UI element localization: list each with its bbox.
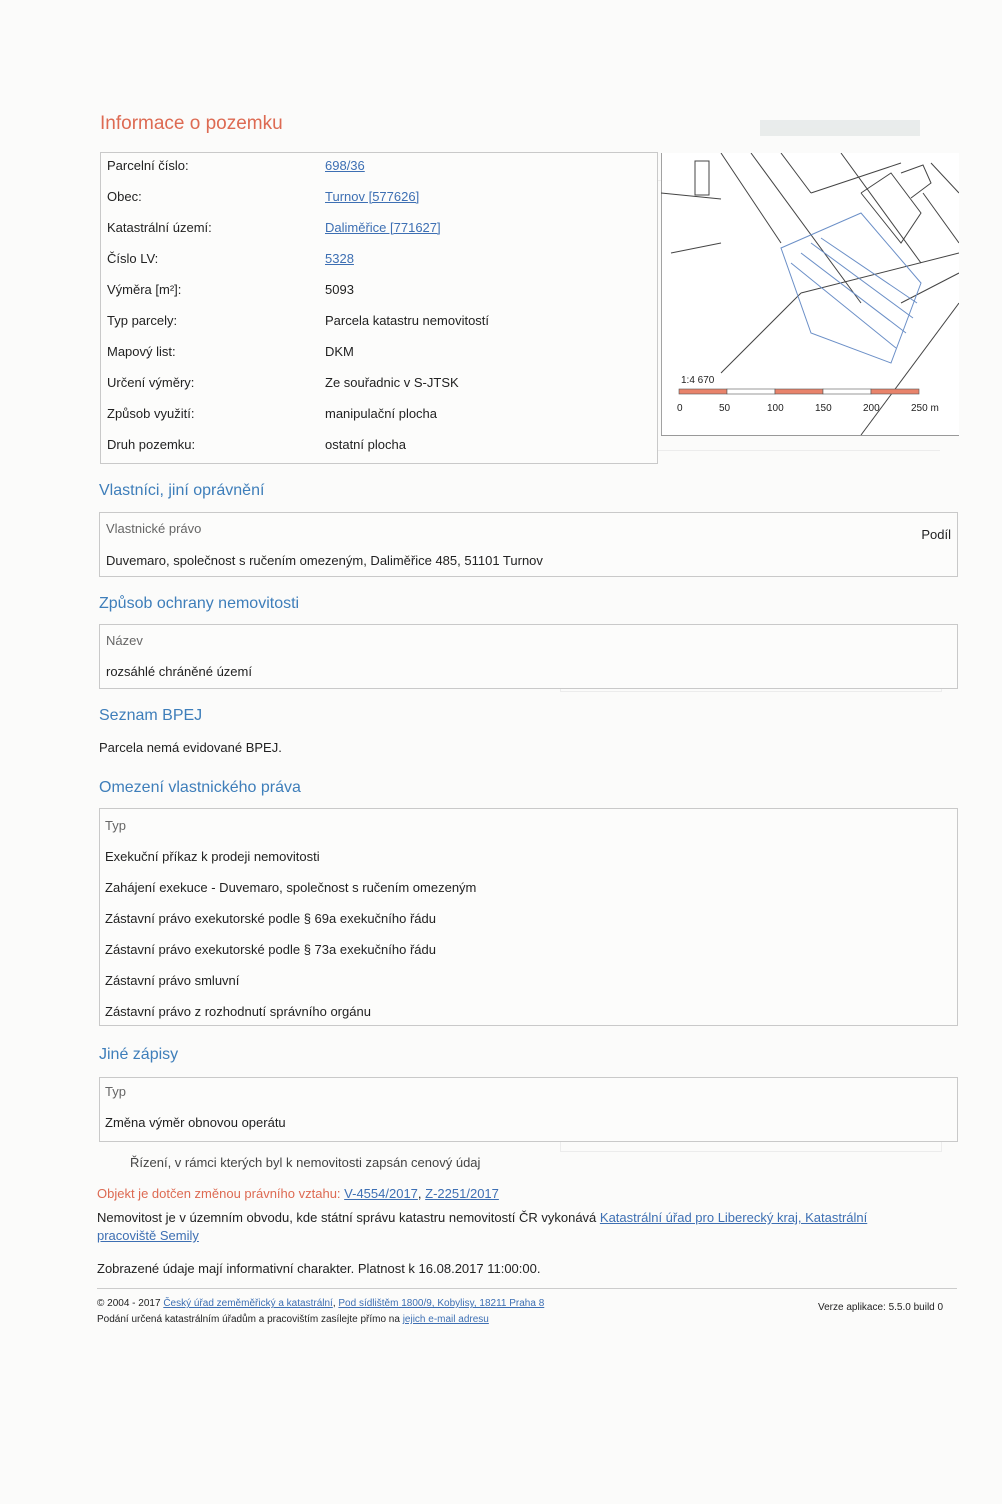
territory-text: Nemovitost je v územním obvodu, kde státní správu katastru nemovitostí ČR vykonává	[97, 1210, 597, 1225]
owners-col-right: Vlastnické právo	[106, 521, 202, 536]
scale-tick-label: 50	[719, 403, 731, 414]
parcel-row-label: Druh pozemku:	[107, 437, 196, 452]
parcel-row-label: Výměra [m²]:	[107, 282, 182, 297]
restrictions-heading: Omezení vlastnického práva	[99, 779, 301, 796]
parcel-row-value: DKM	[325, 344, 354, 359]
footer-copyright: © 2004 - 2017	[97, 1298, 161, 1309]
scale-bar-segment	[823, 389, 871, 394]
other-heading: Jiné zápisy	[99, 1046, 179, 1063]
owners-heading: Vlastníci, jiní oprávnění	[99, 482, 265, 499]
restriction-row: Zástavní právo smluvní	[105, 973, 240, 988]
other-table	[99, 1077, 958, 1142]
price-note: Řízení, v rámci kterých byl k nemovitosti zapsán cenový údaj	[130, 1155, 481, 1170]
bpej-heading: Seznam BPEJ	[99, 707, 203, 724]
scale-bar-segment	[679, 389, 727, 394]
parcel-row	[101, 406, 651, 426]
map-drawing	[661, 153, 959, 435]
restrictions-table	[99, 808, 958, 1026]
map-scale-label: 1:4 670	[681, 375, 715, 386]
page-title: Informace o pozemku	[100, 113, 283, 134]
change-link-1[interactable]: V-4554/2017	[344, 1186, 418, 1201]
restriction-row: Zástavní právo exekutorské podle § 69a exekučního řádu	[105, 911, 436, 926]
parcel-row	[101, 251, 651, 271]
parcel-row-label: Katastrální území:	[107, 220, 212, 235]
parcel-row-value[interactable]: 5328	[325, 251, 354, 266]
scale-bar-segment	[775, 389, 823, 394]
territory-note	[97, 1209, 927, 1245]
parcel-row-label: Způsob využití:	[107, 406, 195, 421]
parcel-row-value: 5093	[325, 282, 354, 297]
footer-email-link[interactable]: jejich e-mail adresu	[402, 1314, 489, 1325]
change-note	[97, 1186, 499, 1201]
other-col-type: Typ	[105, 1084, 126, 1099]
parcel-row	[101, 375, 651, 395]
restriction-row: Exekuční příkaz k prodeji nemovitosti	[105, 849, 320, 864]
footer-line-1: © 2004 - 2017 Český úřad zeměměřický a katastrální, Pod sídlištěm 1800/9, Kobylisy, 18211 Praha 8	[97, 1298, 545, 1309]
scale-tick-label: 100	[767, 403, 784, 414]
footer-line-2	[97, 1314, 489, 1325]
parcel-row	[101, 220, 651, 240]
owners-col-share: Podíl	[921, 527, 951, 542]
parcel-row-label: Mapový list:	[107, 344, 176, 359]
change-note-prefix: Objekt je dotčen změnou právního vztahu:	[97, 1186, 341, 1201]
change-sep: ,	[417, 1186, 422, 1201]
protection-row: rozsáhlé chráněné území	[106, 664, 252, 679]
territory-link[interactable]: Katastrální úřad pro Liberecký kraj, Katastrální pracoviště Semily	[97, 1210, 868, 1243]
restrictions-col-type: Typ	[105, 818, 126, 833]
parcel-row-value: Ze souřadnic v S-JTSK	[325, 375, 459, 390]
parcel-row-label: Určení výměry:	[107, 375, 195, 390]
protection-col-name: Název	[106, 633, 143, 648]
footer-divider	[97, 1288, 957, 1289]
parcel-row-label: Parcelní číslo:	[107, 158, 189, 173]
restriction-row: Zástavní právo exekutorské podle § 73a exekučního řádu	[105, 942, 436, 957]
parcel-map[interactable]	[661, 153, 959, 436]
parcel-row	[101, 282, 651, 302]
restriction-row: Zahájení exekuce - Duvemaro, společnost s ručením omezeným	[105, 880, 477, 895]
restriction-row: Zástavní právo z rozhodnutí správního orgánu	[105, 1004, 371, 1019]
scale-bar-segment	[871, 389, 919, 394]
scale-tick-label: 250 m	[911, 403, 939, 414]
parcel-row	[101, 189, 651, 209]
parcel-row-value: manipulační plocha	[325, 406, 438, 421]
parcel-row	[101, 344, 651, 364]
parcel-row-value: Parcela katastru nemovitostí	[325, 313, 490, 328]
parcel-info-table	[100, 152, 658, 464]
scale-bar-segment	[727, 389, 775, 394]
owner-row: Duvemaro, společnost s ručením omezeným, Daliměřice 485, 51101 Turnov	[106, 553, 543, 568]
scale-tick-label: 200	[863, 403, 880, 414]
owners-table	[99, 512, 958, 577]
other-row: Změna výměr obnovou operátu	[105, 1115, 286, 1130]
parcel-row-value: ostatní plocha	[325, 437, 406, 452]
scale-tick-label: 0	[677, 403, 683, 414]
protection-table	[99, 624, 958, 689]
parcel-row-value[interactable]: Daliměřice [771627]	[325, 220, 441, 235]
parcel-row-label: Typ parcely:	[107, 313, 178, 328]
parcel-row	[101, 158, 651, 178]
bpej-text: Parcela nemá evidované BPEJ.	[99, 740, 282, 755]
parcel-row	[101, 437, 651, 457]
parcel-row-value[interactable]: Turnov [577626]	[325, 189, 420, 204]
parcel-row-label: Číslo LV:	[107, 251, 159, 266]
parcel-row-value[interactable]: 698/36	[325, 158, 365, 173]
footer-address-link[interactable]: Pod sídlištěm 1800/9, Kobylisy, 18211 Praha 8	[338, 1298, 545, 1309]
parcel-row	[101, 313, 651, 333]
footer-submit-text: Podání určená katastrálním úřadům a pracovištím zasílejte přímo na	[97, 1314, 400, 1325]
validity-note: Zobrazené údaje mají informativní charakter. Platnost k 16.08.2017 11:00:00.	[97, 1261, 541, 1276]
scale-tick-label: 150	[815, 403, 832, 414]
footer-org-link[interactable]: Český úřad zeměměřický a katastrální	[163, 1298, 333, 1309]
change-link-2[interactable]: Z-2251/2017	[425, 1186, 499, 1201]
app-version: Verze aplikace: 5.5.0 build 0	[818, 1302, 944, 1313]
protection-heading: Způsob ochrany nemovitosti	[99, 595, 300, 612]
parcel-row-label: Obec:	[107, 189, 142, 204]
